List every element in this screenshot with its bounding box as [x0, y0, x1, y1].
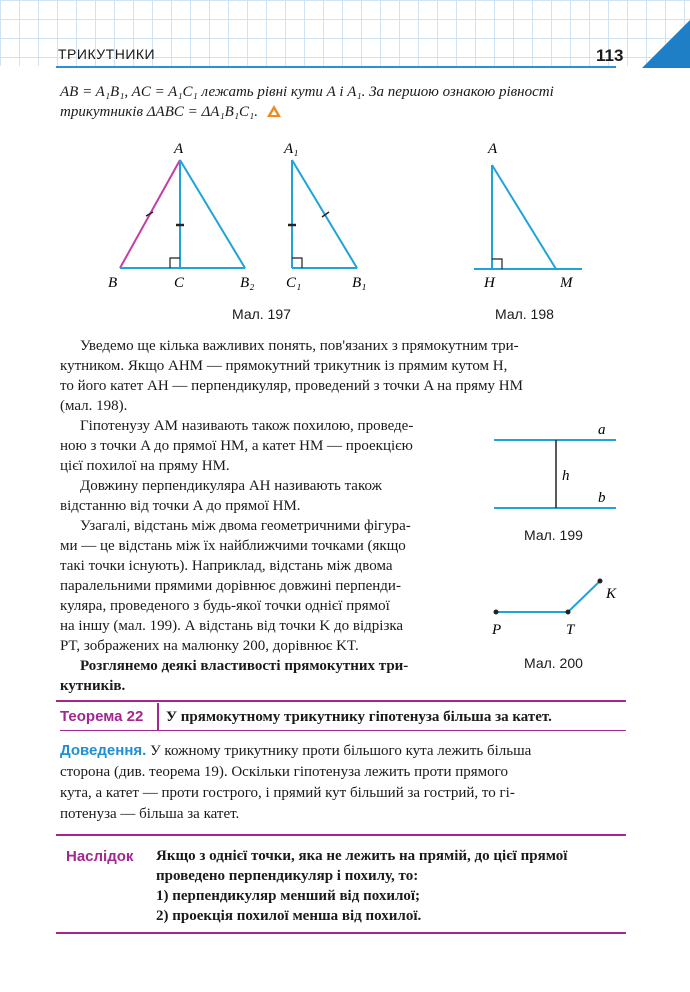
- p5-line-2: кутників.: [60, 678, 126, 694]
- corollary-line-4: 2) проекція похилої менша від похилої.: [156, 908, 422, 924]
- theorem-label: Теорема 22: [60, 708, 144, 725]
- label-line-a: a: [598, 422, 606, 438]
- proof-line-4: потенуза — більша за катет.: [60, 806, 240, 822]
- p1-line-2: кутником. Якщо AHM — прямокутний трикутник із прямим кутом H,: [60, 358, 508, 374]
- figure-198: [470, 135, 610, 300]
- p4-line-6: на іншу (мал. 199). А відстань від точки K до відрізка: [60, 618, 404, 634]
- p1-line-1: Уведемо ще кілька важливих понять, пов'язаних з прямокутним три-: [80, 338, 519, 354]
- corollary-line-3: 1) перпендикуляр менший від похилої;: [156, 888, 421, 904]
- corollary-line-2: проведено перпендикуляр і похилу, то:: [156, 868, 419, 884]
- figure-199: [490, 420, 620, 520]
- page-number: 113: [596, 46, 624, 65]
- p2-line-3: цієї похилої на пряму HM.: [60, 458, 230, 474]
- right-angle-mark: [170, 258, 180, 268]
- p2-line-2: ною з точки A до прямої HM, а катет HM — проекцією: [60, 438, 413, 454]
- corner-decoration: [628, 20, 690, 68]
- p5-line-1: Розглянемо деякі властивості прямокутних три-: [80, 658, 409, 674]
- p3-line-1: Довжину перпендикуляра AH називають також: [80, 478, 382, 494]
- p4-line-1: Узагалі, відстань між двома геометричними фігура-: [80, 518, 411, 534]
- label-c1: C₁: [286, 275, 302, 291]
- label-b2: B₂: [240, 275, 255, 291]
- corollary-top-rule: [56, 834, 626, 836]
- p2-line-1: Гіпотенузу AM називають також похилою, проведе-: [80, 418, 414, 434]
- corollary-label: Наслідок: [66, 848, 134, 865]
- theorem-top-rule: [56, 700, 626, 702]
- p4-line-3: такі точки існують). Наприклад, відстань між двома: [60, 558, 393, 574]
- label-a: A: [174, 141, 184, 157]
- label-b: B: [108, 275, 118, 291]
- p1-line-3: то його катет AH — перпендикуляр, проведений з точки A на пряму HM: [60, 378, 523, 394]
- caption-fig198: Мал. 198: [495, 306, 554, 322]
- label-c: C: [174, 275, 185, 291]
- p4-line-2: ми — це відстань між їх найближчими точками (якщо: [60, 538, 406, 554]
- theorem-text: У прямокутному трикутнику гіпотенуза більша за катет.: [166, 709, 552, 725]
- intro-line-1: AB = A₁B₁, AC = A₁C₁ лежать рівні кути A і A₁. За першою ознакою рівності: [60, 84, 554, 100]
- figure-197: [100, 135, 380, 300]
- label-p: P: [492, 622, 502, 638]
- p3-line-2: відстанню від точки A до прямої HM.: [60, 498, 301, 514]
- label-t: T: [566, 622, 575, 638]
- corollary-line-1: Якщо з однієї точки, яка не лежить на прямій, до цієї прямої: [156, 848, 568, 864]
- caption-fig200: Мал. 200: [524, 655, 583, 671]
- label-m: M: [560, 275, 573, 291]
- label-b1: B₁: [352, 275, 367, 291]
- segment-ab2: [180, 160, 245, 268]
- label-a1: A₁: [284, 141, 299, 157]
- header-rule: [56, 66, 616, 68]
- figure-200: [486, 570, 626, 650]
- proof-line-3: кута, а катет — проти гострого, і прямий кут більший за гострий, то гі-: [60, 785, 515, 801]
- p4-line-5: куляра, проведеного з будь-якої точки однієї прямої: [60, 598, 390, 614]
- intro-line-2: трикутників ΔABC = ΔA₁B₁C₁.: [60, 102, 282, 122]
- caption-fig197: Мал. 197: [232, 306, 291, 322]
- label-h: h: [562, 468, 570, 484]
- label-a: A: [488, 141, 498, 157]
- label-k: K: [606, 586, 617, 602]
- end-of-proof-icon: [266, 104, 282, 118]
- proof-label: Доведення.: [60, 742, 147, 759]
- label-h: H: [484, 275, 495, 291]
- p1-line-4: (мал. 198).: [60, 398, 128, 414]
- section-title: ТРИКУТНИКИ: [58, 46, 156, 62]
- corollary-bottom-rule: [56, 932, 626, 934]
- label-line-b: b: [598, 490, 606, 506]
- p4-line-7: PT, зображених на малюнку 200, дорівнює KT.: [60, 638, 359, 654]
- caption-fig199: Мал. 199: [524, 527, 583, 543]
- segment-tk: [568, 581, 600, 612]
- proof-line-1: Доведення. У кожному трикутнику проти більшого кута лежить більша: [60, 742, 532, 759]
- proof-line-2: сторона (див. теорема 19). Оскільки гіпотенуза лежить проти прямого: [60, 764, 508, 780]
- p4-line-4: паралельними прямими дорівнює довжині перпенди-: [60, 578, 401, 594]
